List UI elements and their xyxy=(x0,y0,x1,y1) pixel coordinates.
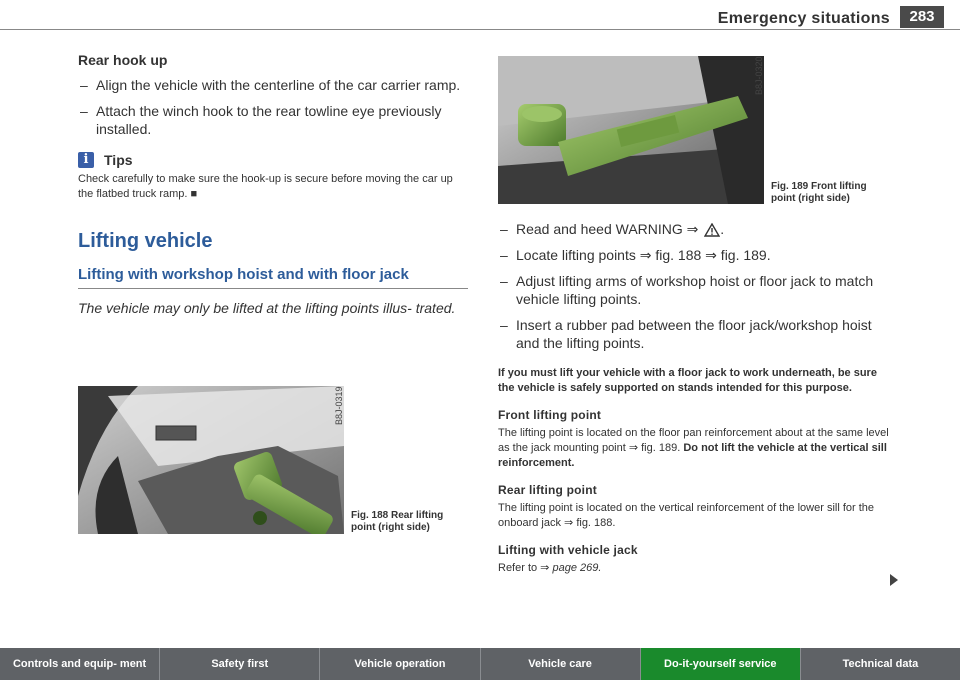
left-column xyxy=(78,52,468,318)
right-column xyxy=(498,220,890,576)
list-item: – Attach the winch hook to the rear towline eye previously installed. xyxy=(78,102,468,138)
chapter-nav xyxy=(0,648,960,680)
figure-189-caption: Fig. 189 Front lifting point (right side) xyxy=(771,181,867,204)
figure-189-illustration xyxy=(498,56,764,204)
tips-header xyxy=(78,152,468,168)
tab-technical-data[interactable]: Technical data xyxy=(801,648,960,680)
rear-hook-heading: Rear hook up xyxy=(78,52,168,68)
front-lifting-point-warning: Do not lift the vehicle at the vertical sill reinforcement. xyxy=(498,442,887,469)
warning-step-text: Read and heed WARNING ⇒ xyxy=(516,221,699,237)
list-item: – Locate lifting points ⇒ fig. 188 ⇒ fig. 189. xyxy=(498,246,890,264)
section-title: Lifting vehicle xyxy=(78,230,213,252)
figure-189-code: B8J-0320 xyxy=(754,56,764,95)
figure-188 xyxy=(78,386,344,534)
continue-arrow-icon xyxy=(890,574,898,586)
vehicle-jack-heading: Lifting with vehicle jack xyxy=(498,543,638,557)
figure-188-caption: Fig. 188 Rear lifting point (right side) xyxy=(351,510,444,533)
tab-controls-and-equipment[interactable]: Controls and equip- ment xyxy=(0,648,160,680)
rear-lifting-point-heading: Rear lifting point xyxy=(498,483,597,497)
rear-lifting-point-text: The lifting point is located on the vertical reinforcement of the lower sill for the onboard jack ⇒ fig. 188. xyxy=(498,502,875,529)
subsection-title: Lifting with workshop hoist and with floor jack xyxy=(78,265,468,289)
support-warning: If you must lift your vehicle with a floor jack to work underneath, be sure the vehicle is safely supported on stands intended for this purpose. xyxy=(498,367,877,394)
info-icon: i xyxy=(78,152,94,168)
list-item: – Align the vehicle with the centerline of the car carrier ramp. xyxy=(78,76,468,94)
figure-189 xyxy=(498,56,764,204)
page-header-title: Emergency situations xyxy=(717,10,890,27)
header-divider xyxy=(0,29,960,30)
tab-safety-first[interactable]: Safety first xyxy=(160,648,320,680)
tips-label: Tips xyxy=(104,152,133,168)
list-item: – Adjust lifting arms of workshop hoist or floor jack to match vehicle lifting points. xyxy=(498,272,890,308)
vehicle-jack-text: Refer to ⇒ page 269. xyxy=(498,562,602,574)
warning-icon[interactable] xyxy=(704,223,720,237)
page-reference-link[interactable]: page 269. xyxy=(552,562,602,574)
figure-188-code: B8J-0319 xyxy=(334,386,344,425)
tab-do-it-yourself-service[interactable]: Do-it-yourself service xyxy=(641,648,801,680)
tab-vehicle-operation[interactable]: Vehicle operation xyxy=(320,648,480,680)
list-item: – Insert a rubber pad between the floor jack/workshop hoist and the lifting points. xyxy=(498,316,890,352)
front-lifting-point-heading: Front lifting point xyxy=(498,408,602,422)
figure-188-illustration xyxy=(78,386,344,534)
rear-hook-steps xyxy=(78,76,468,138)
lifting-steps xyxy=(498,220,890,352)
tab-vehicle-care[interactable]: Vehicle care xyxy=(481,648,641,680)
intro-text: The vehicle may only be lifted at the lifting points illus- trated. xyxy=(78,300,456,316)
page-number: 283 xyxy=(900,6,944,28)
tips-text: Check carefully to make sure the hook-up is secure before moving the car up the flatbed truck ramp. ■ xyxy=(78,173,453,200)
list-item: – Read and heed WARNING ⇒ . xyxy=(498,220,890,238)
front-lifting-point-text: The lifting point is located on the floor pan reinforcement about at the same level as the jack mounting point ⇒ fig. 189. Do not lift the vehicle at the vertical sill reinforcement. xyxy=(498,427,889,469)
